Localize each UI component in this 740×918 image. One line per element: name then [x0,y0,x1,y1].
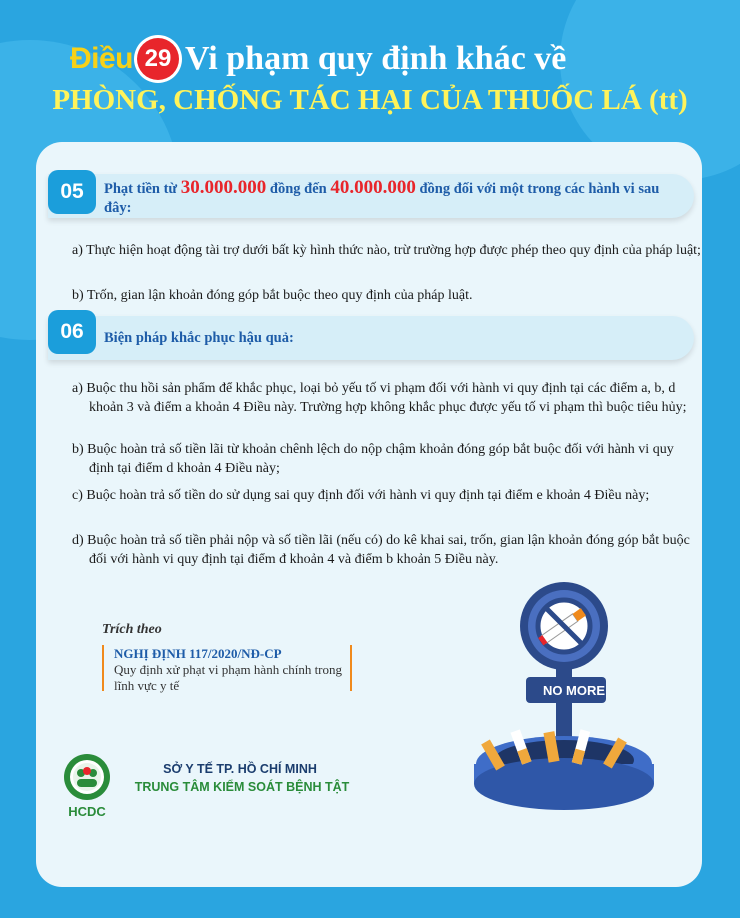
logo-text: HCDC [68,804,106,819]
article-number-badge: 29 [137,38,179,80]
list-item: b) Trốn, gian lận khoản đóng góp bắt buộc theo quy định của pháp luật. [72,288,473,303]
list-item: a) Buộc thu hồi sản phẩm để khắc phục, loại bỏ yếu tố vi phạm đối với hành vi quy định tại các điểm a, b, d khoản 3 và điểm a khoản 4 Điều này. Trường hợp không khắc phục được yếu tố vi phạm thì buộc tiêu hủy; [72,381,687,415]
amount-from: 30.000.000 [180,177,267,198]
page-subtitle: PHÒNG, CHỐNG TÁC HẠI CỦA THUỐC LÁ (tt) [52,84,688,116]
amount-to: 40.000.000 [330,177,416,198]
citation-label: Trích theo [102,622,162,637]
section-05-heading: Phạt tiền từ 30.000.000 đồng đến 40.000.000 đồng đối với một trong các hành vi sau đây: [104,177,660,216]
list-item: b) Buộc hoàn trả số tiền lãi từ khoản chênh lệch do nộp chậm khoản đóng góp bắt buộc đối với hành vi quy định tại điểm d khoản 4 Điều này; [72,442,674,476]
org-name-line2: TRUNG TÂM KIỂM SOÁT BỆNH TẬT [134,780,350,794]
section-05-badge: 05 [48,170,96,214]
citation-description: Quy định xử phạt vi phạm hành chính trong lĩnh vực y tế [114,662,343,693]
no-more-sign: NO MORE [542,683,606,698]
citation-document: NGHỊ ĐỊNH 117/2020/NĐ-CP [114,646,282,661]
title-main: Vi phạm quy định khác về [185,40,567,77]
list-item: c) Buộc hoàn trả số tiền do sử dụng sai quy định đối với hành vi quy định tại điểm e khoản 4 Điều này; [72,488,650,503]
section-06-badge: 06 [48,310,96,354]
org-name-line1: SỞ Y TẾ TP. HỒ CHÍ MINH [163,762,317,776]
section-06-heading: Biện pháp khắc phục hậu quả: [104,330,294,346]
page-title [70,36,730,82]
list-item: d) Buộc hoàn trả số tiền phải nộp và số tiền lãi (nếu có) do kê khai sai, trốn, gian lận khoản đóng góp bắt buộc đối với hành vi quy định tại điểm đ khoản 4 và điểm b khoản 5 Điều này. [72,533,690,567]
no-smoking-illustration [460,580,670,820]
citation-box [102,645,352,691]
article-label: Điều [70,42,134,75]
list-item: a) Thực hiện hoạt động tài trợ dưới bất kỳ hình thức nào, trừ trường hợp được phép theo quy định của pháp luật; [72,243,701,258]
hcdc-logo-icon [62,752,112,802]
